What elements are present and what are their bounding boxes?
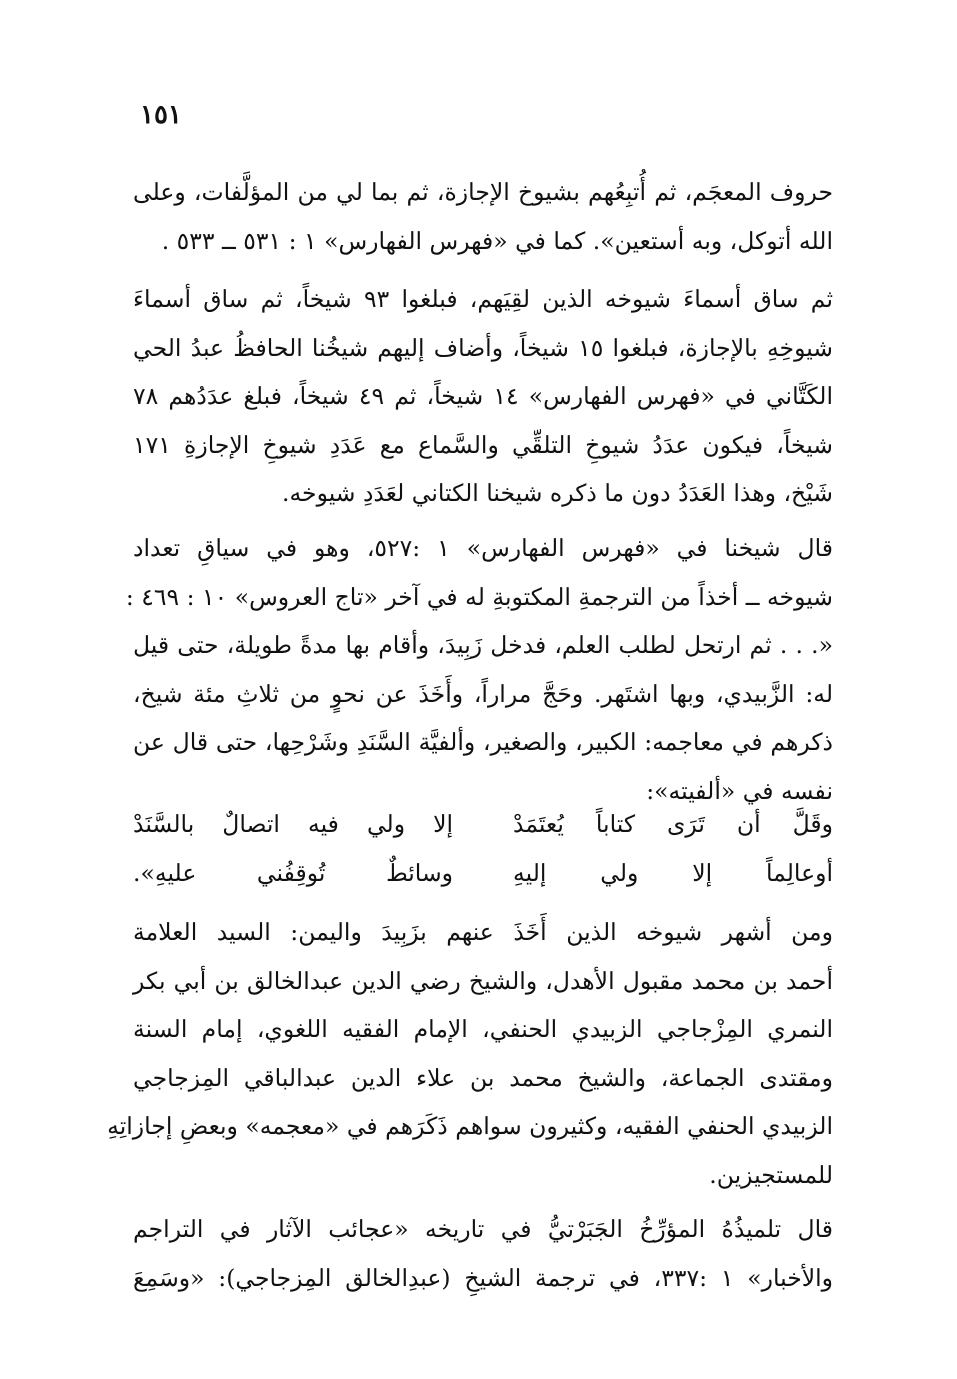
text-line: ومن أشهر شيوخه الذين أَخَذَ عنهم بزَبِيدَ واليمن: السيد العلامة xyxy=(133,918,833,946)
text-line: ذكرهم في معاجمه: الكبير، والصغير، وألفيَّة السَّنَدِ وشَرْحِها، حتى قال عن xyxy=(133,728,833,756)
text-line: «. . . ثم ارتحل لطلب العلم، فدخل زَبِيدَ، وأقام بها مدةً طويلة، حتى قيل xyxy=(133,631,833,659)
verse-first-hemistich: وقَلَّ أن تَرَى كتاباً يُعتَمَدْ xyxy=(513,810,833,838)
verse-row xyxy=(133,849,833,898)
poetry-verses xyxy=(133,800,833,897)
text-line: نفسه في «ألفيته»: xyxy=(646,776,833,805)
text-line: حروف المعجَم، ثم أُتبِعُهم بشيوخ الإجازة، ثم بما لي من المؤلَّفات، وعلى xyxy=(133,178,833,206)
text-line: النمري المِزْجاجي الزبيدي الحنفي، الإمام الفقيه اللغوي، إمام السنة xyxy=(133,1015,833,1043)
text-line: شيوخه ــ أخذاً من الترجمةِ المكتوبةِ له في آخر «تاج العروس» ١٠ : ٤٦٩ : xyxy=(125,582,833,611)
paragraph-3 xyxy=(125,524,833,815)
text-line: الزبيدي الحنفي الفقيه، وكثيرون سواهم ذَكَرَهم في «معجمه» وبعضِ إجازاتِهِ xyxy=(107,1112,833,1140)
text-line: للمستجيزين. xyxy=(709,1160,833,1189)
text-line: ومقتدى الجماعة، والشيخ محمد بن علاء الدين عبدالباقي المِزجاجي xyxy=(133,1063,833,1092)
text-line: قال شيخنا في «فهرس الفهارس» ١ :٥٢٧، وهو في سياقِ تعداد xyxy=(133,534,833,562)
text-line: له: الزَّبيدي، وبها اشتَهر. وحَجَّ مراراً، وأَخَذَ عن نحوٍ من ثلاثِ مئة شيخ، xyxy=(133,679,833,708)
paragraph-1 xyxy=(133,168,833,265)
text-line: ثم ساق أسماءَ شيوخه الذين لقِيَهم، فبلغوا ٩٣ شيخاً، ثم ساق أسماءَ xyxy=(133,285,833,313)
verse-row xyxy=(133,800,833,849)
paragraph-4 xyxy=(107,908,833,1199)
verse-second-hemistich: إلا ولي فيه اتصالٌ بالسَّنَدْ xyxy=(133,810,453,838)
verse-first-hemistich: أوعالِماً إلا ولي إليهِ xyxy=(513,858,833,887)
verse-second-hemistich: وسائطٌ تُوقِفُني عليهِ». xyxy=(133,858,453,887)
paragraph-2 xyxy=(133,275,833,518)
text-line: الكَتَّاني في «فهرس الفهارس» ١٤ شيخاً، ثم ٤٩ شيخاً، فبلغ عدَدُهم ٧٨ xyxy=(133,382,833,410)
text-line: والأخبار» ١ :٣٣٧، في ترجمة الشيخِ (عبدِالخالق المِزجاجي): «وسَمِعَ xyxy=(133,1263,833,1292)
paragraph-5 xyxy=(133,1205,833,1302)
text-line: الله أتوكل، وبه أستعين». كما في «فهرس الفهارس» ١ : ٥٣١ ــ ٥٣٣ . xyxy=(161,226,833,255)
text-line: شيوخِهِ بالإجازة، فبلغوا ١٥ شيخاً، وأضاف إليهم شيخُنا الحافظُ عبدُ الحي xyxy=(133,333,833,362)
text-line: أحمد بن محمد مقبول الأهدل، والشيخ رضي الدين عبدالخالق بن أبي بكر xyxy=(133,966,833,995)
page-number: ١٥١ xyxy=(140,100,182,130)
text-line: شَيْخ، وهذا العَدَدُ دون ما ذكره شيخنا الكتاني لعَدَدِ شيوخه. xyxy=(281,479,833,507)
text-line: شيخاً، فيكون عدَدُ شيوخِ التلقِّي والسَّماع مع عَدَدِ شيوخِ الإجازةِ ١٧١ xyxy=(133,430,833,459)
text-line: قال تلميذُهُ المؤرِّخُ الجَبَرْتيُّ في تاريخه «عجائب الآثار في التراجم xyxy=(133,1215,833,1243)
